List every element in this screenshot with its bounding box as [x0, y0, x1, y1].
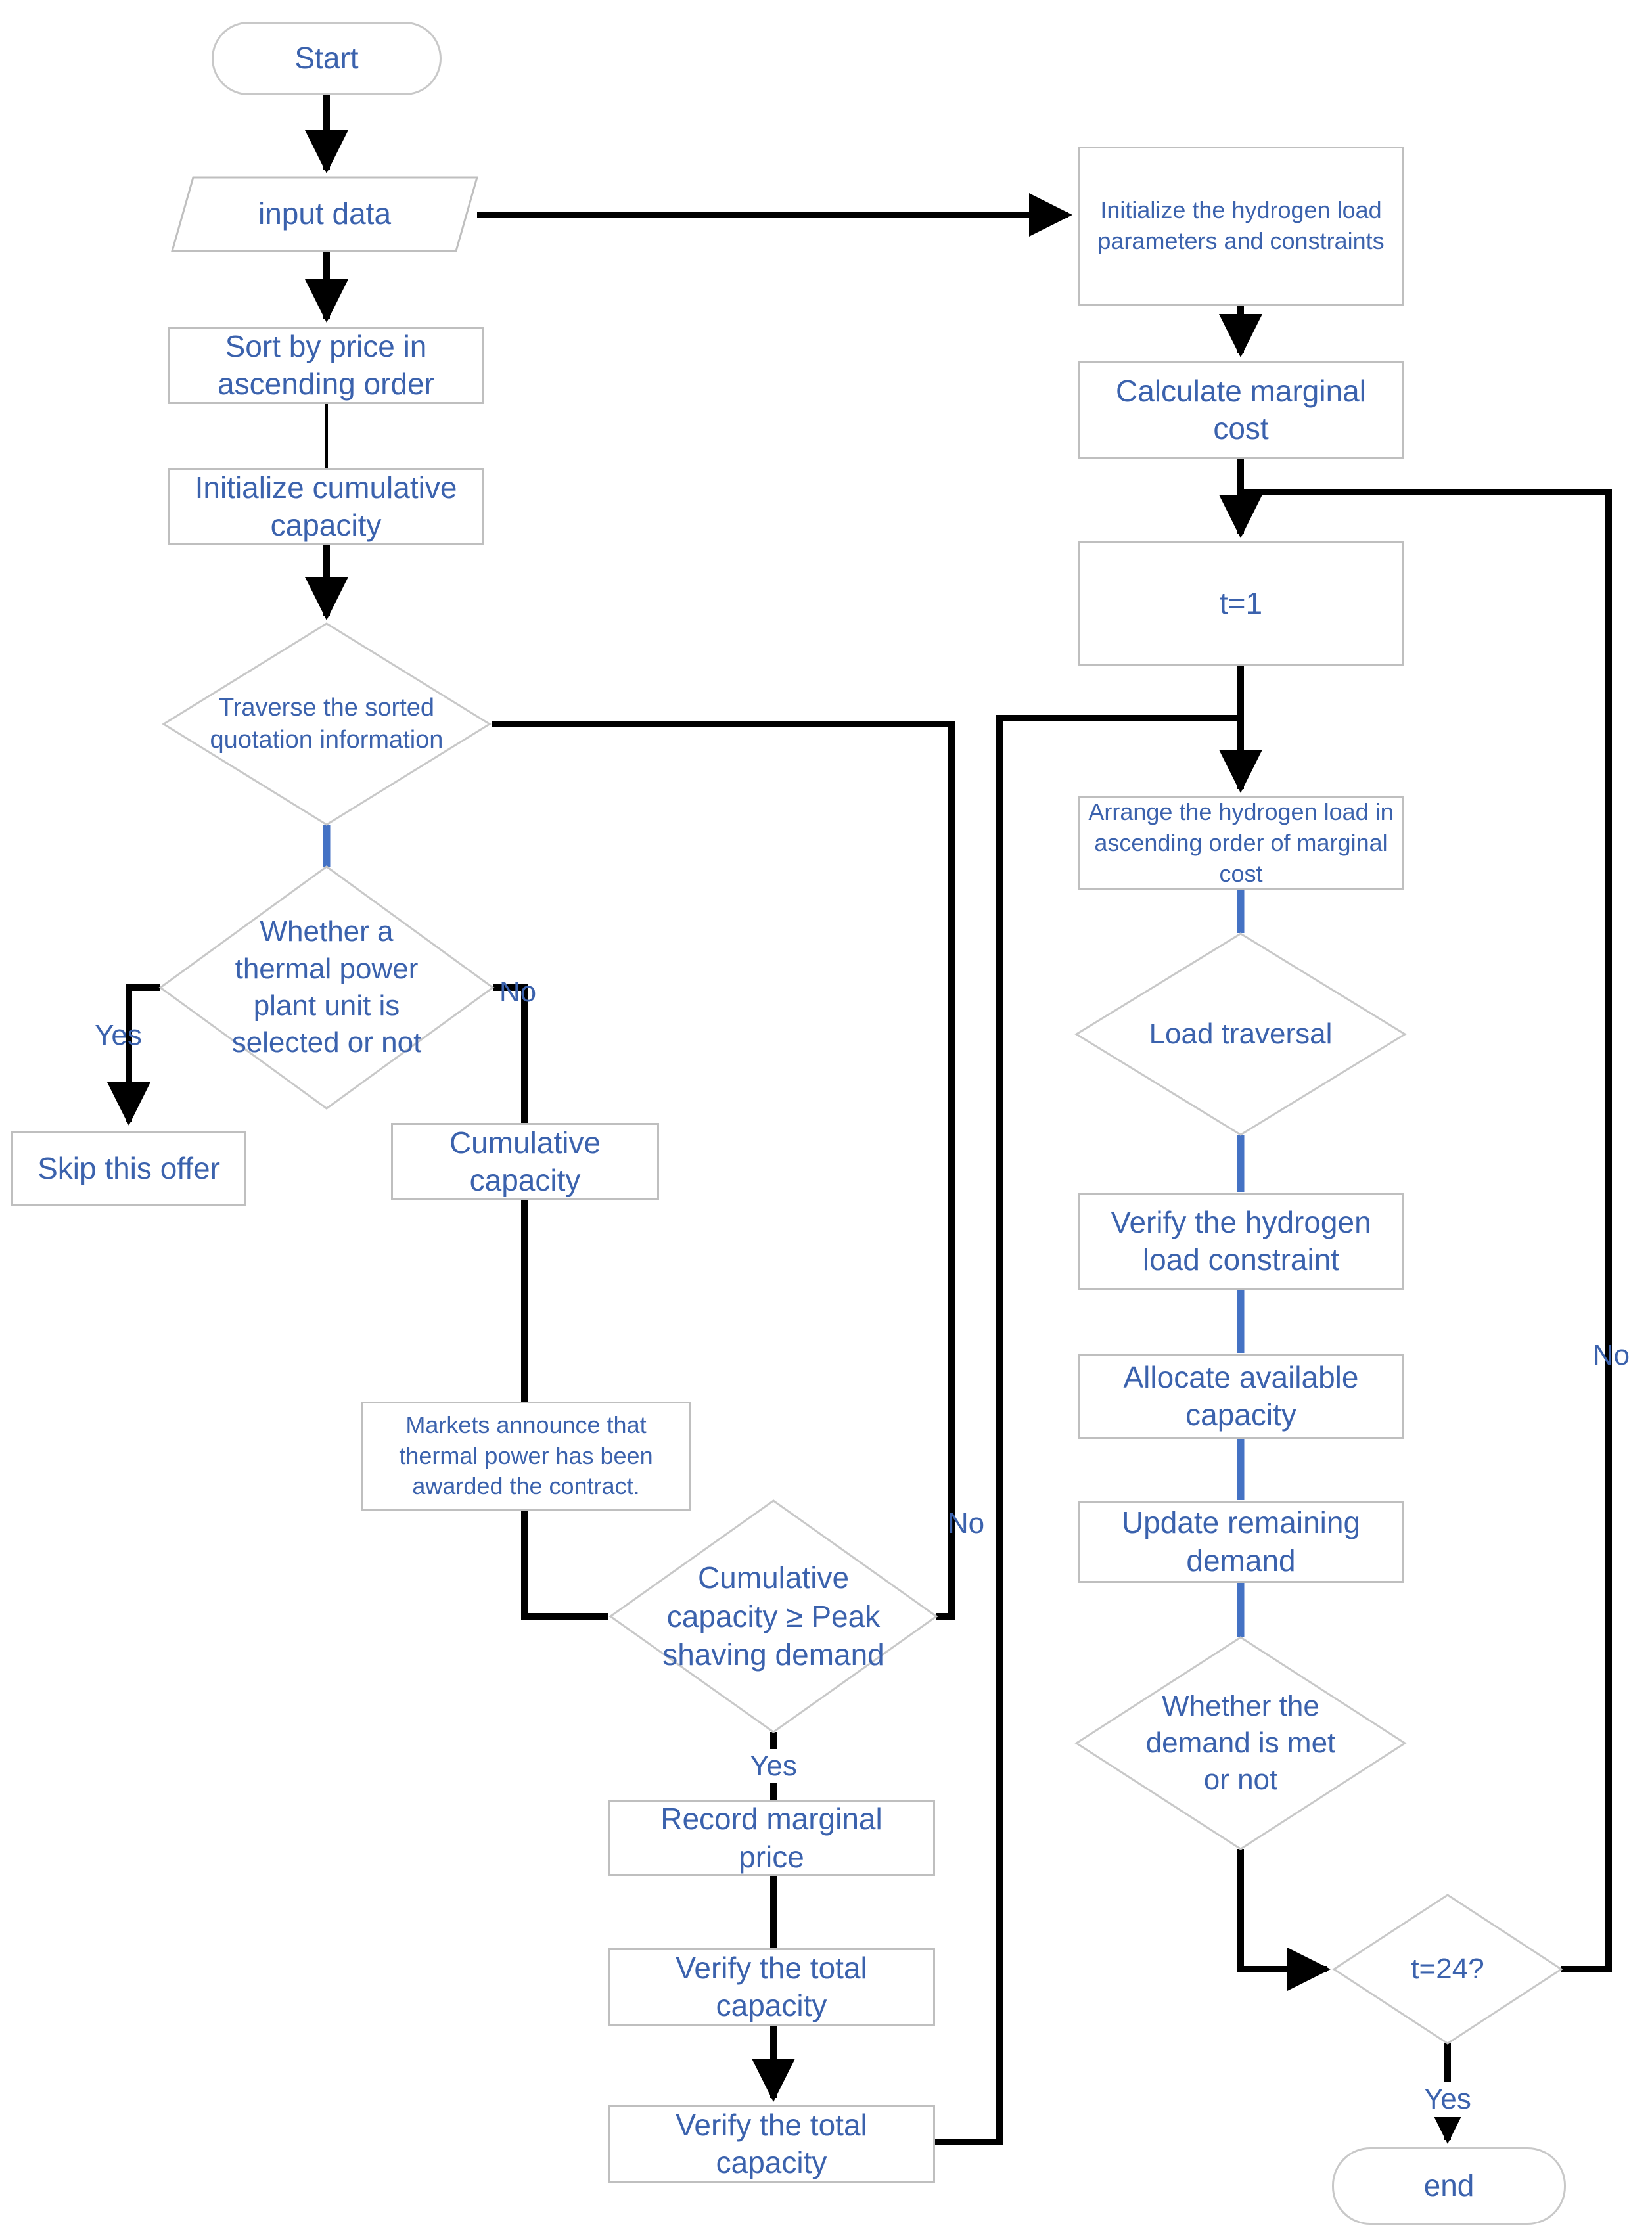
node-calc-mc-label: Calculate marginal cost [1116, 373, 1366, 445]
edge-demandmet-t24 [1241, 1849, 1327, 1969]
edge-label-no-selected [482, 974, 554, 1011]
node-allocate-label: Allocate available capacity [1123, 1359, 1359, 1432]
node-init-h2 [1078, 147, 1404, 306]
no-label: No [947, 1507, 985, 1539]
node-sort [168, 327, 484, 404]
edge-label-no-cum [920, 1506, 1012, 1541]
no-label: No [499, 976, 537, 1008]
edge-label-yes-t24 [1398, 2082, 1497, 2117]
node-cum-vs-demand-label: Cumulative capacity ≥ Peak shaving demand [662, 1560, 884, 1672]
node-unit-selected [218, 871, 435, 1105]
node-end [1332, 2147, 1566, 2225]
node-input-data-label: input data [258, 196, 392, 231]
node-arrange [1078, 796, 1404, 890]
node-verify-h2 [1078, 1193, 1404, 1290]
edge-label-no-t24 [1571, 1338, 1652, 1373]
node-t24-label: t=24? [1411, 1952, 1484, 1985]
node-markets [361, 1402, 691, 1511]
node-t24 [1373, 1932, 1522, 2007]
edge-label-yes-cum [723, 1749, 824, 1783]
node-record [608, 1800, 935, 1876]
node-verify-total-1 [608, 1948, 935, 2026]
node-cum-cap [391, 1123, 659, 1200]
node-sort-label: Sort by price in ascending order [218, 329, 434, 401]
no-label: No [1592, 1339, 1630, 1371]
node-cum-cap-label: Cumulative capacity [449, 1125, 601, 1197]
yes-label: Yes [1424, 2083, 1471, 2115]
yes-label: Yes [95, 1019, 142, 1051]
node-update-demand-label: Update remaining demand [1121, 1505, 1361, 1578]
node-t1 [1078, 541, 1404, 666]
node-demand-met-label: Whether the demand is met or not [1145, 1689, 1336, 1796]
node-verify-total-2-label: Verify the total capacity [676, 2107, 867, 2179]
node-allocate [1078, 1354, 1404, 1439]
node-cum-vs-demand [642, 1519, 905, 1714]
node-traverse [184, 660, 469, 788]
node-skip-label: Skip this offer [37, 1151, 220, 1185]
node-verify-total-1-label: Verify the total capacity [676, 1950, 867, 2022]
node-unit-selected-label: Whether a thermal power plant unit is selected or not [231, 915, 422, 1059]
edge-markets-cumdemand [524, 1511, 608, 1616]
edge-selected-yes-skip [129, 988, 160, 1122]
node-markets-label: Markets announce that thermal power has been awarded the contract. [399, 1411, 653, 1500]
node-load-traversal [1111, 986, 1371, 1083]
node-init-cum-label: Initialize cumulative capacity [195, 470, 457, 542]
node-update-demand [1078, 1501, 1404, 1583]
node-verify-total-2 [608, 2105, 935, 2183]
node-demand-met [1142, 1656, 1339, 1831]
edge-label-yes-selected [69, 1017, 168, 1054]
node-init-h2-label: Initialize the hydrogen load parameters and constraints [1097, 196, 1385, 254]
node-init-cum [168, 468, 484, 545]
node-end-label: end [1423, 2168, 1475, 2203]
node-skip [11, 1131, 246, 1206]
node-verify-h2-label: Verify the hydrogen load constraint [1111, 1204, 1371, 1277]
node-record-label: Record marginal price [660, 1802, 883, 1874]
node-t1-label: t=1 [1219, 586, 1263, 621]
node-calc-mc [1078, 361, 1404, 459]
node-start-label: Start [294, 41, 359, 76]
yes-label: Yes [750, 1750, 797, 1782]
node-traverse-label: Traverse the sorted quotation information [210, 694, 444, 754]
node-load-traversal-label: Load traversal [1149, 1017, 1333, 1050]
node-input-data [172, 179, 477, 250]
node-arrange-label: Arrange the hydrogen load in ascending order of marginal cost [1088, 798, 1394, 887]
node-start [212, 22, 442, 95]
